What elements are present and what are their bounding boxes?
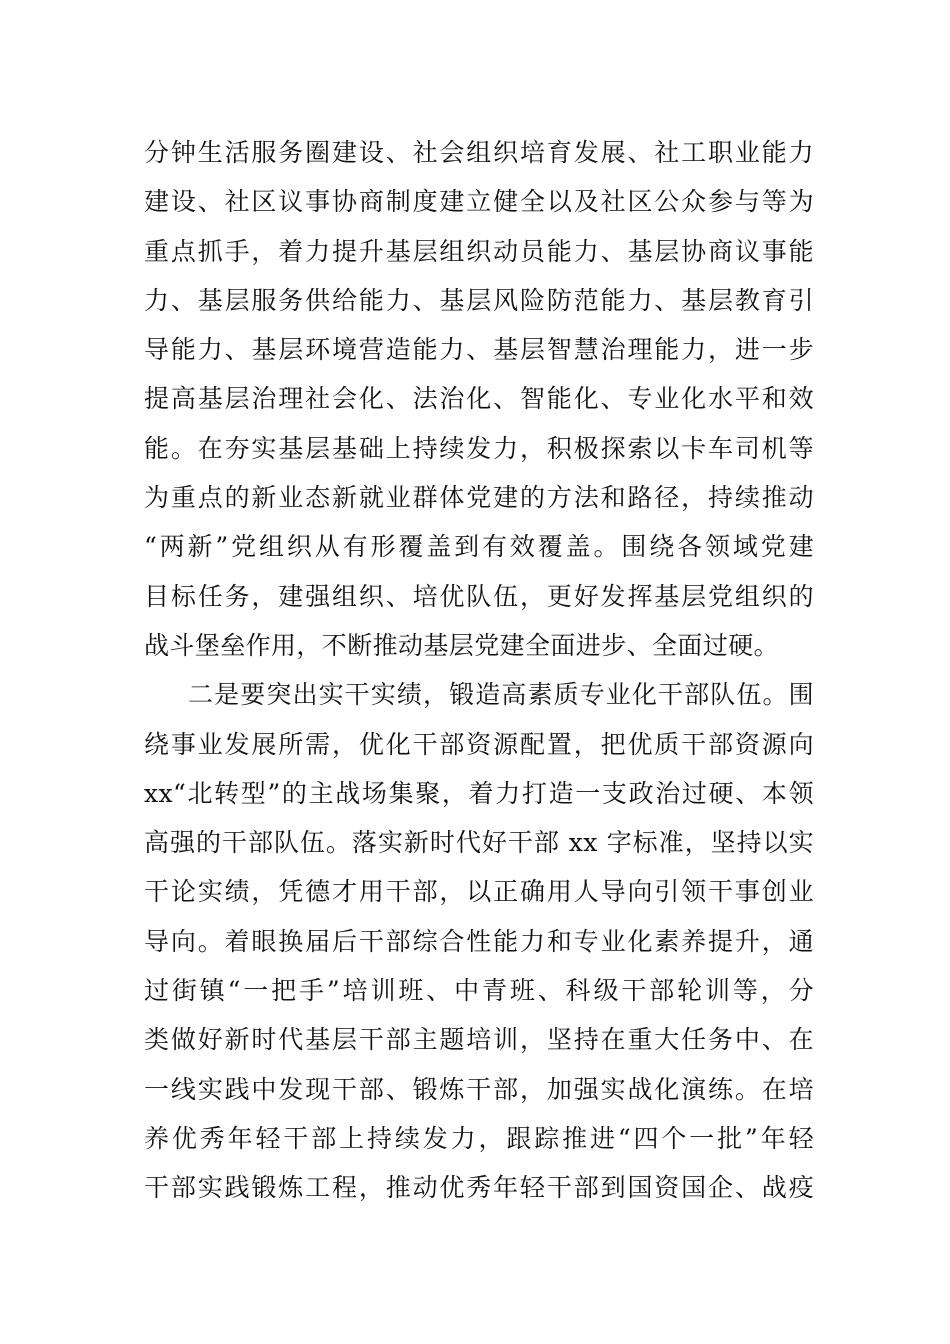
text-line: 为重点的新业态新就业群体党建的方法和路径，持续推动 — [144, 483, 814, 513]
text-line: xx“北转型”的主战场集聚，着力打造一支政治过硬、本领 — [144, 778, 814, 808]
text-line: 建设、社区议事协商制度建立健全以及社区公众参与等为 — [144, 187, 814, 217]
text-line: 一线实践中发现干部、锻炼干部，加强实战化演练。在培 — [144, 1074, 814, 1104]
text-line: 过街镇“一把手”培训班、中青班、科级干部轮训等，分 — [144, 976, 814, 1006]
text-line: 导能力、基层环境营造能力、基层智慧治理能力，进一步 — [144, 335, 814, 365]
text-line: 干部实践锻炼工程，推动优秀年轻干部到国资国企、战疫 — [144, 1173, 814, 1203]
text-line: 高强的干部队伍。落实新时代好干部 xx 字标准，坚持以实 — [144, 828, 814, 858]
text-line: 导向。着眼换届后干部综合性能力和专业化素养提升，通 — [144, 926, 814, 956]
text-line: 能。在夯实基层基础上持续发力，积极探索以卡车司机等 — [144, 433, 814, 463]
text-line: 目标任务，建强组织、培优队伍，更好发挥基层党组织的 — [144, 581, 814, 611]
text-line: 养优秀年轻干部上持续发力，跟踪推进“四个一批”年轻 — [144, 1123, 814, 1153]
text-line: 干论实绩，凭德才用干部，以正确用人导向引领干事创业 — [144, 877, 814, 907]
text-line: 重点抓手，着力提升基层组织动员能力、基层协商议事能 — [144, 236, 814, 266]
paragraph-first-line: 二是要突出实干实绩，锻造高素质专业化干部队伍。围 — [188, 680, 814, 710]
text-line: 力、基层服务供给能力、基层风险防范能力、基层教育引 — [144, 285, 814, 315]
text-line: 提高基层治理社会化、法治化、智能化、专业化水平和效 — [144, 384, 814, 414]
body-text — [144, 128, 814, 1213]
text-line: 绕事业发展所需，优化干部资源配置，把优质干部资源向 — [144, 729, 814, 759]
text-line: 分钟生活服务圈建设、社会组织培育发展、社工职业能力 — [144, 138, 814, 167]
text-line: “两新”党组织从有形覆盖到有效覆盖。围绕各领域党建 — [144, 532, 814, 562]
text-line: 类做好新时代基层干部主题培训，坚持在重大任务中、在 — [144, 1025, 814, 1055]
paragraph-end-line: 战斗堡垒作用，不断推动基层党建全面进步、全面过硬。 — [144, 630, 780, 660]
